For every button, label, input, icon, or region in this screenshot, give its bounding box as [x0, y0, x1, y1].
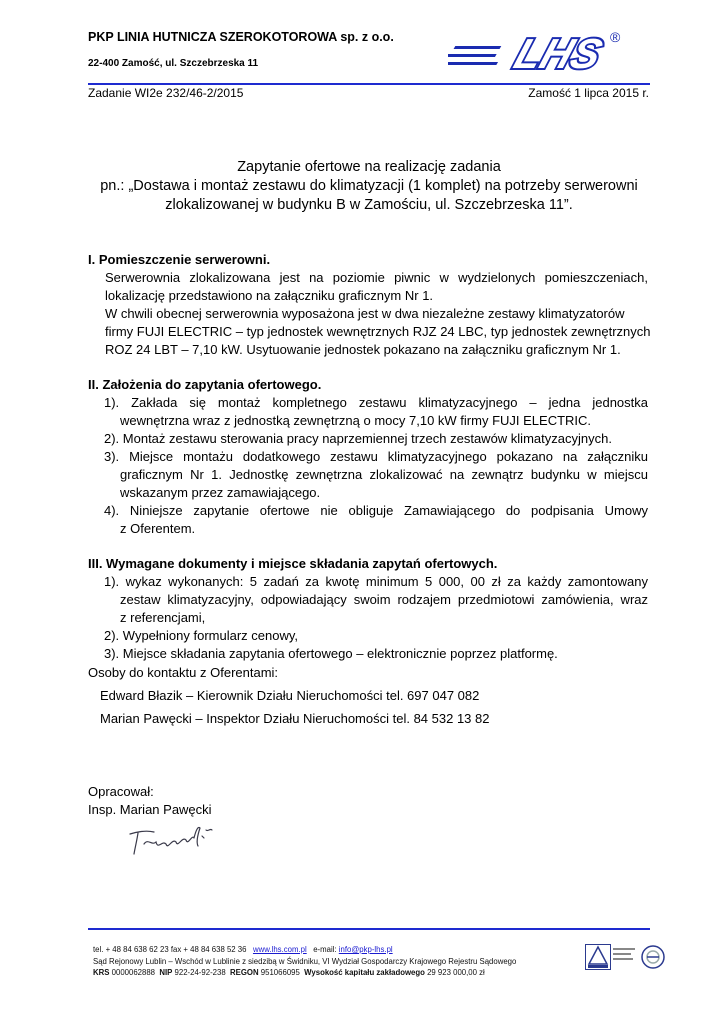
company-address: 22-400 Zamość, ul. Szczebrzeska 11 — [88, 58, 259, 69]
section-1-line: ROZ 24 LBT – 7,10 kW. Usytuowanie jednostek pokazano na załączniku graficznym Nr 1. — [105, 342, 621, 357]
section-3-item-1: 1). wykaz wykonanych: 5 zadań za kwotę minimum 5 000, 00 zł za każdy zamontowany — [104, 574, 648, 589]
section-2-item-2: 2). Montaż zestawu sterowania pracy naprzemiennej trzech zestawów klimatyzacyjnych. — [104, 431, 612, 446]
footer-registry-line — [93, 967, 516, 979]
email-label: e-mail: — [313, 945, 337, 954]
section-3-item-1-cont: zestaw klimatyzacyjny, odpowiadający swoim rodzajem przedmiotowi zamówienia, wraz — [120, 592, 648, 607]
quality-seal-icon — [640, 944, 666, 970]
city-date: Zamość 1 lipca 2015 r. — [528, 86, 649, 100]
prepared-name: Insp. Marian Pawęcki — [88, 802, 212, 817]
email-link[interactable]: info@pkp-lhs.pl — [338, 945, 393, 954]
footer-court: Sąd Rejonowy Lublin – Wschód w Lublinie z siedzibą w Świdniku, VI Wydział Gospodarczy Krajowego Rejestru Sądowego — [93, 956, 517, 966]
title-line-2: pn.: „Dostawa i montaż zestawu do klimatyzacji (1 komplet) na potrzeby serwerowni — [100, 178, 638, 194]
section-2-heading: II. Założenia do zapytania ofertowego. — [88, 377, 322, 392]
title-line-3: zlokalizowanej w budynku B w Zamościu, ul. Szczebrzeska 11”. — [165, 197, 573, 213]
section-2-item-1: 1). Zakłada się montaż kompletnego zestawu klimatyzacyjnego – jedna jednostka — [104, 395, 648, 410]
section-2-item-4: 4). Niniejsze zapytanie ofertowe nie obliguje Zamawiającego do podpisania Umowy — [104, 503, 648, 518]
section-3-heading: III. Wymagane dokumenty i miejsce składania zapytań ofertowych. — [88, 556, 498, 571]
regon-label: REGON — [230, 968, 259, 977]
handwritten-signature — [124, 820, 216, 860]
nip-label: NIP — [159, 968, 173, 977]
section-2-item-3: 3). Miejsce montażu dodatkowego zestawu klimatyzacyjnego pokazano na załączniku — [104, 449, 648, 464]
title-line-1: Zapytanie ofertowe na realizację zadania — [237, 159, 501, 175]
krs-value: 0000062888 — [111, 968, 156, 977]
document-title — [88, 158, 650, 215]
lhs-logo — [448, 24, 640, 84]
company-name: PKP LINIA HUTNICZA SZEROKOTOROWA sp. z o.o. — [88, 30, 394, 44]
section-2-item-1-cont: wewnętrzna wraz z jednostką zewnętrzną o mocy 7,10 kW firmy FUJI ELECTRIC. — [120, 413, 592, 428]
section-1-line: Serwerownia zlokalizowana jest na poziomie piwnic w wydzielonych pomieszczeniach, — [105, 270, 648, 285]
section-1-heading: I. Pomieszczenie serwerowni. — [88, 252, 271, 267]
prepared-label: Opracował: — [88, 784, 154, 799]
task-number: Zadanie WI2e 232/46-2/2015 — [88, 86, 244, 100]
contact-person-1: Edward Błazik – Kierownik Działu Nieruchomości tel. 697 047 082 — [100, 688, 480, 703]
footer-rule — [88, 928, 650, 930]
contacts-heading: Osoby do kontaktu z Oferentami: — [88, 665, 279, 680]
certification-badge-icon — [585, 944, 637, 970]
section-1-line: lokalizację przedstawiono na załączniku graficznym Nr 1. — [105, 288, 434, 303]
registered-mark: ® — [610, 29, 621, 45]
contact-person-2: Marian Pawęcki – Inspektor Działu Nieruchomości tel. 84 532 13 82 — [100, 711, 490, 726]
section-1-line: firmy FUJI ELECTRIC – typ jednostek wewnętrznych RJZ 24 LBC, typ jednostek zewnętrznych — [105, 324, 651, 339]
section-1-line: W chwili obecnej serwerownia wyposażona jest w dwa niezależne zestawy klimatyzatorów — [105, 306, 625, 321]
section-2-item-4-cont: z Oferentem. — [120, 521, 196, 536]
section-3-item-1-cont: z referencjami, — [120, 610, 206, 625]
section-3-item-2: 2). Wypełniony formularz cenowy, — [104, 628, 298, 643]
logo-text: LHS — [508, 30, 608, 78]
section-2-item-3-cont: graficznym Nr 1. Jednostkę zewnętrzna zlokalizować na zewnątrz budynku w miejscu — [120, 467, 648, 482]
capital-value: 29 923 000,00 zł — [427, 968, 485, 977]
header-rule — [88, 83, 650, 85]
krs-label: KRS — [93, 968, 110, 977]
website-link[interactable]: www.lhs.com.pl — [252, 945, 307, 954]
regon-value: 951066095 — [260, 968, 300, 977]
capital-label: Wysokość kapitału zakładowego — [304, 968, 425, 977]
footer — [93, 944, 516, 979]
footer-contact-line — [93, 944, 516, 956]
footer-tel-fax: tel. + 48 84 638 62 23 fax + 48 84 638 52 36 — [93, 945, 247, 954]
section-2-item-3-cont: wskazanym przez zamawiającego. — [120, 485, 321, 500]
section-3-item-3: 3). Miejsce składania zapytania ofertowego – elektronicznie poprzez platformę. — [104, 646, 558, 661]
nip-value: 922-24-92-238 — [174, 968, 226, 977]
